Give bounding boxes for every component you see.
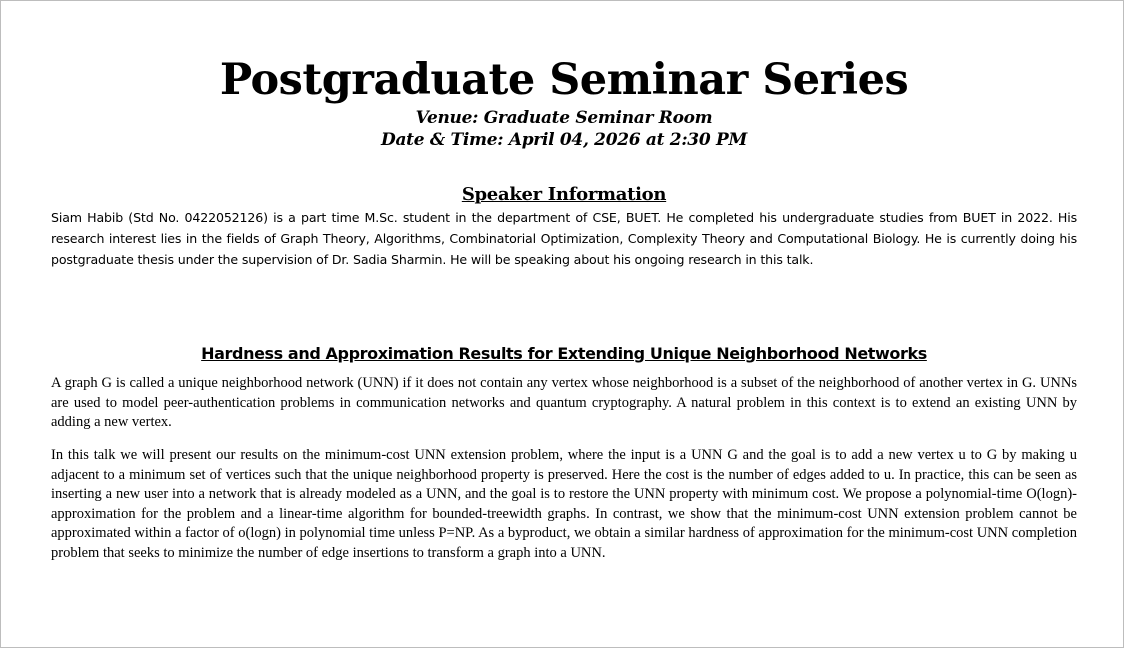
talk-title: Hardness and Approximation Results for Extending Unique Neighborhood Networks: [201, 344, 927, 363]
abstract-paragraph-2: In this talk we will present our results on the minimum-cost UNN extension problem, where the input is a UNN G and the goal is to add a new vertex u to G by making u adjacent to a minimum set of vertices such that the unique neighborhood property is preserved. Here the cost is the number of edges added to u. In practice, this can be seen as inserting a new user into a network that is already modeled as a UNN, and the goal is to restore the UNN property with minimum cost. We propose a polynomial-time O(logn)-approximation for the problem and a linear-time algorithm for bounded-treewidth graphs. In contrast, we show that the minimum-cost UNN extension problem cannot be approximated within a factor of o(logn) in polynomial time unless P=NP. As a byproduct, we obtain a similar hardness of approximation for the minimum-cost UNN completion problem that seeks to minimize the number of edge insertions to transform a graph into a UNN.: [51, 447, 1077, 561]
venue-line: Venue: Graduate Seminar Room: [415, 108, 713, 128]
abstract-paragraph-1: A graph G is called a unique neighborhood network (UNN) if it does not contain any vertex whose neighborhood is a subset of the neighborhood of another vertex in G. UNNs are used to model peer-authentication problems in communication networks and quantum cryptography. A natural problem in this context is to extend an existing UNN by adding a new vertex.: [51, 375, 1077, 431]
speaker-bio: Siam Habib (Std No. 0422052126) is a part time M.Sc. student in the department of CSE, BUET. He completed his undergraduate studies from BUET in 2022. His research interest lies in the fields of Graph Theory, Algorithms, Combinatorial Optimization, Complexity Theory and Computational Biology. He is currently doing his postgraduate thesis under the supervision of Dr. Sadia Sharmin. He will be speaking about his ongoing research in this talk.: [51, 210, 1077, 267]
speaker-info-heading: Speaker Information: [461, 184, 667, 205]
page-title: Postgraduate Seminar Series: [219, 55, 909, 105]
datetime-line: Date & Time: April 04, 2026 at 2:30 PM: [381, 130, 747, 150]
